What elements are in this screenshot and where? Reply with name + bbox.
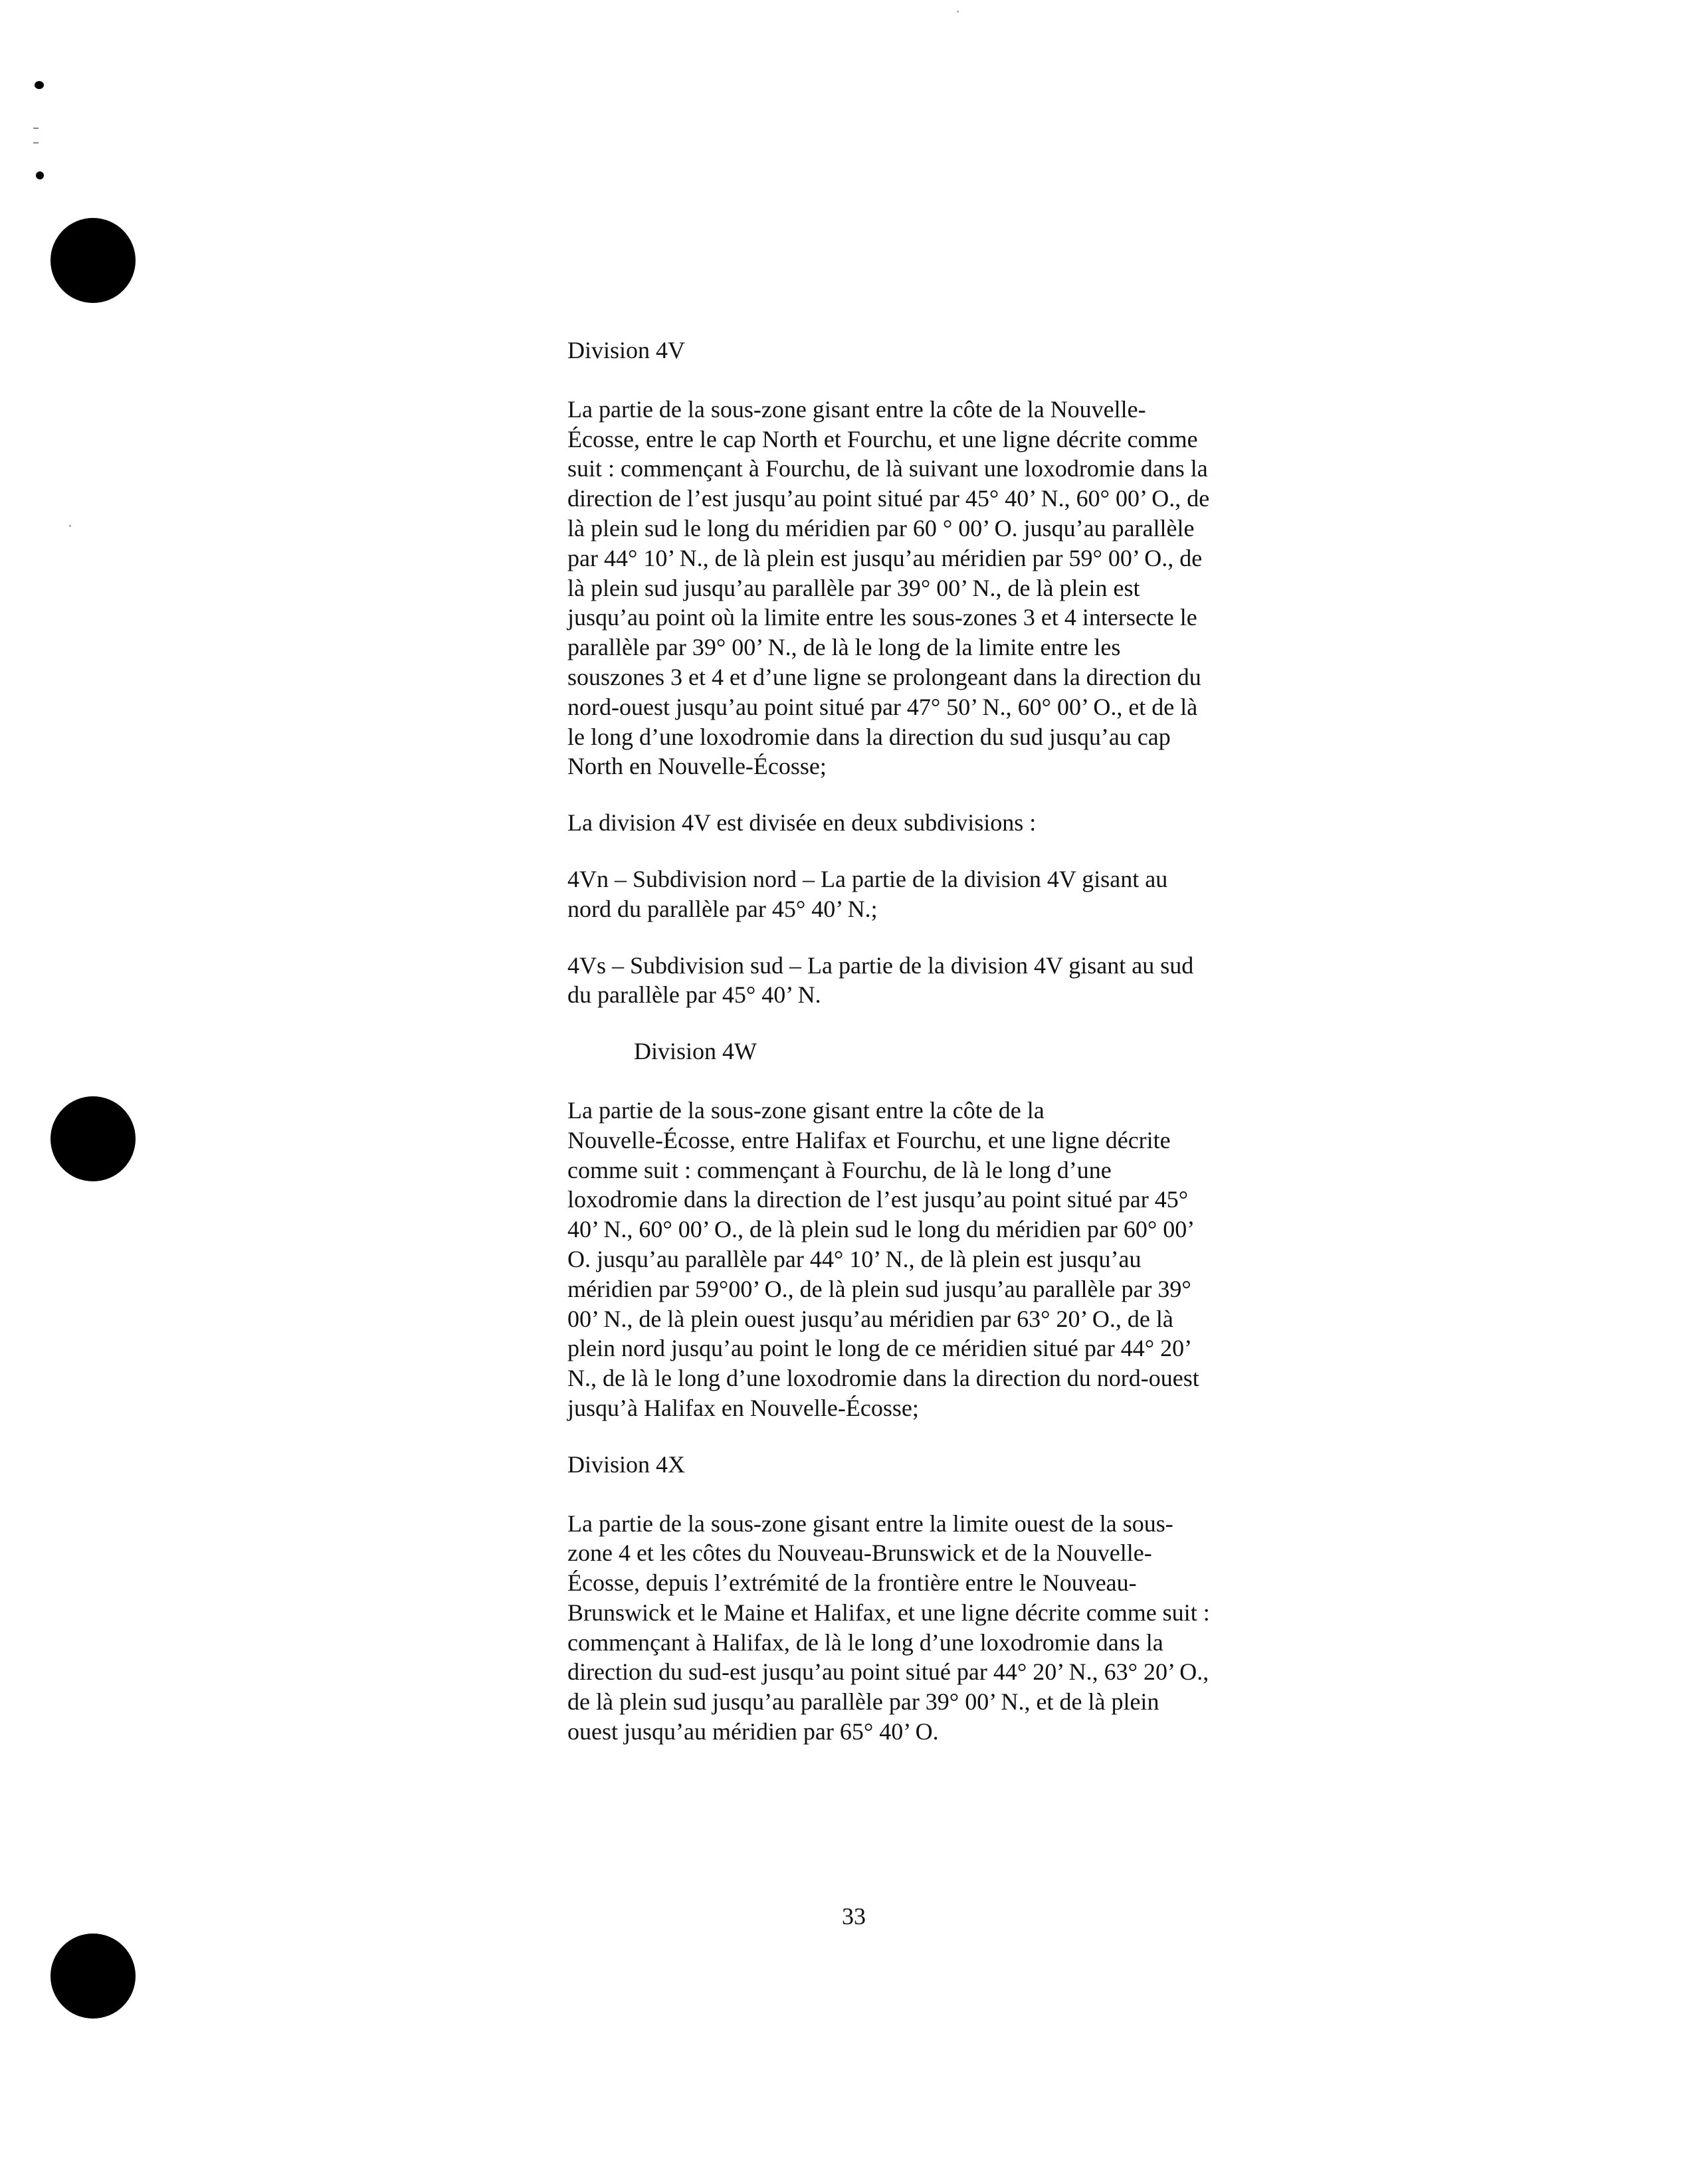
division-4x-heading: Division 4X xyxy=(567,1450,686,1478)
division-4v-heading: Division 4V xyxy=(567,337,686,363)
scan-speck xyxy=(33,128,39,129)
scan-speck xyxy=(33,142,39,144)
division-4w-paragraph: La partie de la sous-zone gisant entre la côte de la Nouvelle-Écosse, entre Halifax et Fourchu, et une ligne décrite comme suit : commençant à Fourchu, de là le long d’une loxodromie dans la direction de l’est jusqu’au point situé par 45° 40’ N., 60° 00’ O., de là plein sud le long du méridien par 60° 00’ O. jusqu’au parallèle par 44° 10’ N., de là plein est jusqu’au méridien par 59°00’ O., de là plein sud jusqu’au parallèle par 39° 00’ N., de là plein ouest jusqu’au méridien par 63° 20’ O., de là plein nord jusqu’au point le long de ce méridien situé par 44° 20’ N., de là le long d’une loxodromie dans la direction du nord-ouest jusqu’à Halifax en Nouvelle-Écosse; xyxy=(567,1096,1199,1421)
page-number: 33 xyxy=(842,1903,866,1930)
binder-hole-top xyxy=(50,218,136,303)
division-4v-subdivision-intro: La division 4V est divisée en deux subdivisions : xyxy=(567,809,1037,837)
binder-hole-bottom xyxy=(50,1934,136,2019)
division-4x-paragraph: La partie de la sous-zone gisant entre la limite ouest de la sous- zone 4 et les côtes du Nouveau-Brunswick et de la Nouvelle- Écosse, depuis l’extrémité de la frontière entre le Nouveau- Brunswick et le Maine et Halifax, et une ligne décrite comme suit : commençant à Halifax, de là le long d’une loxodromie dans la direction du sud-est jusqu’au point situé par 44° 20’ N., 63° 20’ O., de là plein sud jusqu’au parallèle par 39° 00’ N., et de là plein ouest jusqu’au méridien par 65° 40’ O. xyxy=(567,1510,1210,1745)
subdivision-4vs: 4Vs – Subdivision sud – La partie de la division 4V gisant au sud du parallèle par 45° 40’ N. xyxy=(567,951,1194,1009)
document-body xyxy=(567,336,1305,1747)
scan-speck xyxy=(36,171,44,179)
division-4w-heading: Division 4W xyxy=(634,1038,757,1065)
subdivision-4vn: 4Vn – Subdivision nord – La partie de la division 4V gisant au nord du parallèle par 45° 40’ N.; xyxy=(567,865,1168,922)
scan-speck xyxy=(35,81,44,89)
binder-hole-middle xyxy=(50,1096,136,1181)
scan-speck xyxy=(957,11,959,13)
division-4v-paragraph: La partie de la sous-zone gisant entre la côte de la Nouvelle- Écosse, entre le cap North et Fourchu, et une ligne décrite comme suit : commençant à Fourchu, de là suivant une loxodromie dans la direction de l’est jusqu’au point situé par 45° 40’ N., 60° 00’ O., de là plein sud le long du méridien par 60 ° 00’ O. jusqu’au parallèle par 44° 10’ N., de là plein est jusqu’au méridien par 59° 00’ O., de là plein sud jusqu’au parallèle par 39° 00’ N., de là plein est jusqu’au point où la limite entre les sous-zones 3 et 4 intersecte le parallèle par 39° 00’ N., de là le long de la limite entre les souszones 3 et 4 et d’une ligne se prolongeant dans la direction du nord-ouest jusqu’au point situé par 47° 50’ N., 60° 00’ O., et de là le long d’une loxodromie dans la direction du sud jusqu’au cap North en Nouvelle-Écosse; xyxy=(567,395,1210,780)
scan-speck xyxy=(69,525,71,527)
